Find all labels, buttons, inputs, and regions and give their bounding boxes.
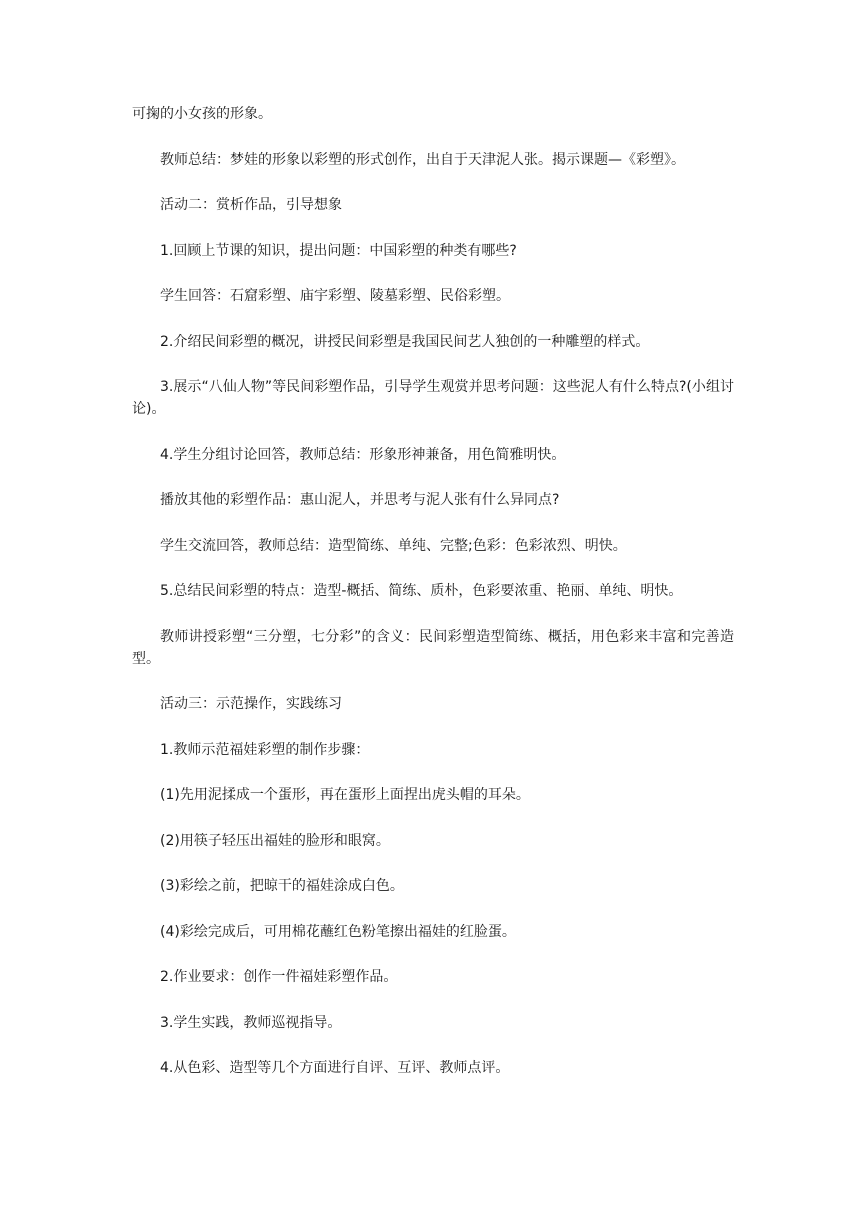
section-heading: 活动三：示范操作，实践练习 [160, 696, 342, 712]
paragraph: 4.从色彩、造型等几个方面进行自评、互评、教师点评。 [160, 1060, 510, 1076]
section-heading: 活动二：赏析作品，引导想象 [160, 197, 342, 213]
paragraph: 2.作业要求：创作一件福娃彩塑作品。 [160, 969, 398, 985]
paragraph: 学生交流回答，教师总结：造型简练、单纯、完整;色彩：色彩浓烈、明快。 [160, 537, 627, 554]
paragraph: 教师讲授彩塑“三分塑，七分彩”的含义：民间彩塑造型简练、概括，用色彩来丰富和完善造型。 [132, 628, 734, 667]
paragraph: 1.教师示范福娃彩塑的制作步骤： [160, 741, 370, 758]
paragraph: 可掬的小女孩的形象。 [132, 106, 272, 122]
paragraph: 教师总结：梦娃的形象以彩塑的形式创作，出自于天津泥人张。揭示课题—《彩塑》。 [160, 151, 685, 168]
paragraph: 1.回顾上节课的知识，提出问题：中国彩塑的种类有哪些? [160, 242, 517, 259]
paragraph: 3.学生实践，教师巡视指导。 [160, 1014, 342, 1031]
paragraph: 3.展示“八仙人物”等民间彩塑作品，引导学生观赏并思考问题：这些泥人有什么特点?(小组讨论)。 [132, 379, 734, 417]
document-body [132, 103, 734, 1103]
paragraph: 4.学生分组讨论回答，教师总结：形象形神兼备，用色简雅明快。 [160, 446, 566, 463]
paragraph: 2.介绍民间彩塑的概况，讲授民间彩塑是我国民间艺人独创的一种雕塑的样式。 [160, 333, 650, 350]
list-item: (1)先用泥揉成一个蛋形，再在蛋形上面捏出虎头帽的耳朵。 [160, 787, 530, 803]
list-item: (3)彩绘之前，把晾干的福娃涂成白色。 [160, 878, 404, 894]
list-item: (2)用筷子轻压出福娃的脸形和眼窝。 [160, 832, 390, 849]
paragraph: 学生回答：石窟彩塑、庙宇彩塑、陵墓彩塑、民俗彩塑。 [160, 288, 510, 304]
paragraph: 播放其他的彩塑作品：惠山泥人，并思考与泥人张有什么异同点? [160, 492, 560, 508]
paragraph: 5.总结民间彩塑的特点：造型-概括、简练、质朴，色彩要浓重、艳丽、单纯、明快。 [160, 583, 683, 599]
list-item: (4)彩绘完成后，可用棉花蘸红色粉笔擦出福娃的红脸蛋。 [160, 923, 516, 940]
